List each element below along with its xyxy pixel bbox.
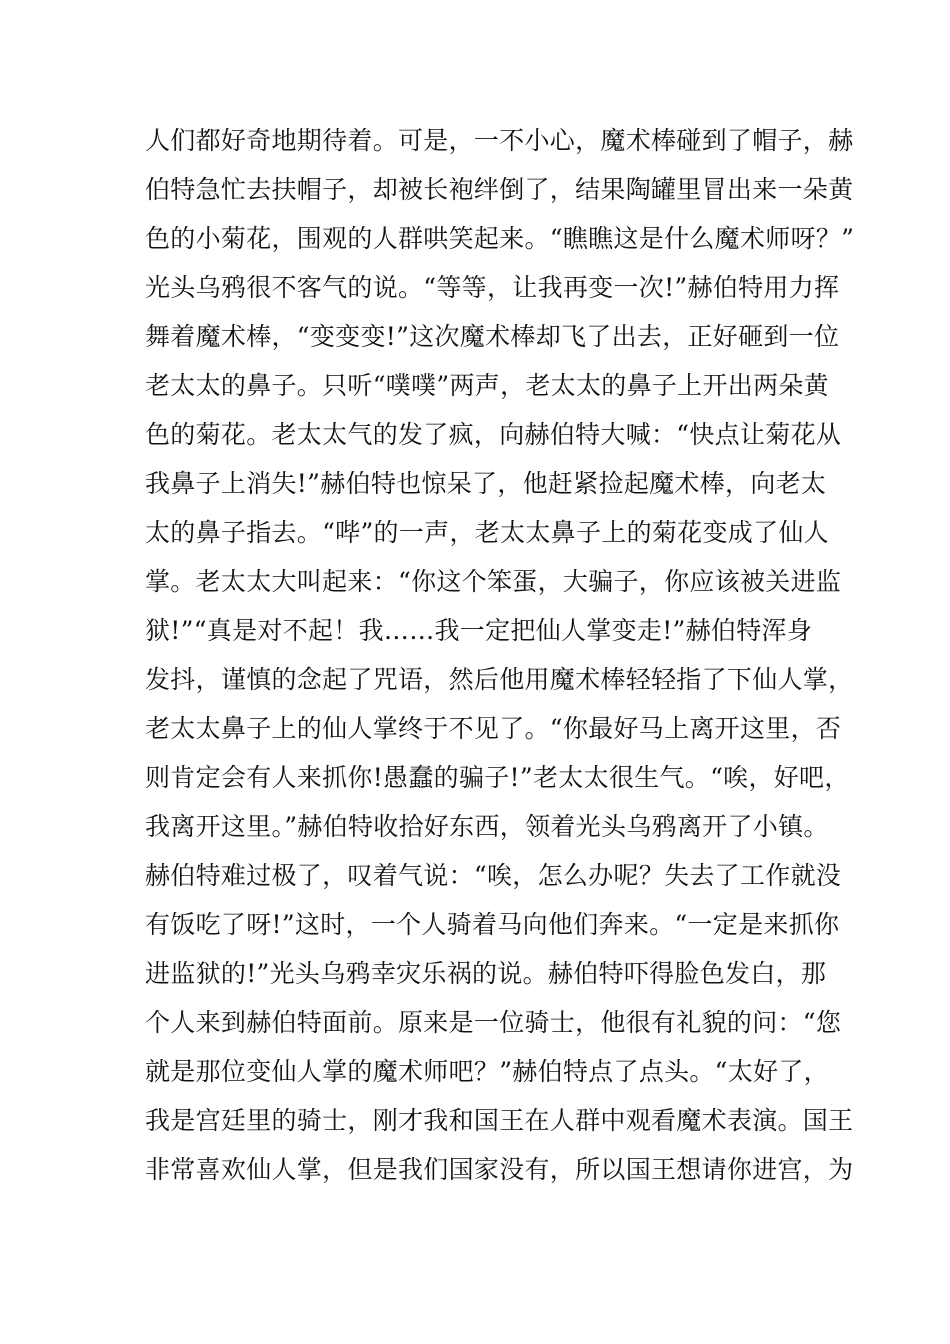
text-line: 有饭吃了呀!”这时，一个人骑着马向他们奔来。“一定是来抓你 <box>145 910 840 939</box>
text-line: 我是宫廷里的骑士，刚才我和国王在人群中观看魔术表演。国王 <box>145 1106 854 1135</box>
text-line: 就是那位变仙人掌的魔术师吧？”赫伯特点了点头。“太好了， <box>145 1057 829 1086</box>
text-line: 太的鼻子指去。“哔”的一声，老太太鼻子上的菊花变成了仙人 <box>145 518 829 547</box>
text-line: 人们都好奇地期待着。可是，一不小心，魔术棒碰到了帽子，赫 <box>145 126 854 155</box>
text-line: 赫伯特难过极了，叹着气说：“唉，怎么办呢？失去了工作就没 <box>145 861 842 890</box>
text-line: 非常喜欢仙人掌，但是我们国家没有，所以国王想请你进宫，为 <box>145 1155 854 1184</box>
story-text <box>145 116 855 1194</box>
text-line: 进监狱的!”光头乌鸦幸灾乐祸的说。赫伯特吓得脸色发白，那 <box>145 959 827 988</box>
text-line: 老太太鼻子上的仙人掌终于不见了。“你最好马上离开这里，否 <box>145 714 842 743</box>
text-line: 个人来到赫伯特面前。原来是一位骑士，他很有礼貌的问：“您 <box>145 1008 842 1037</box>
text-line: 我离开这里。”赫伯特收拾好东西，领着光头乌鸦离开了小镇。 <box>145 812 829 841</box>
text-line: 老太太的鼻子。只听“噗噗”两声，老太太的鼻子上开出两朵黄 <box>145 371 829 400</box>
text-line: 发抖，谨慎的念起了咒语，然后他用魔术棒轻轻指了下仙人掌， <box>145 665 854 694</box>
text-line: 则肯定会有人来抓你!愚蠢的骗子!”老太太很生气。“唉，好吧， <box>145 763 850 792</box>
text-line: 掌。老太太大叫起来：“你这个笨蛋，大骗子，你应该被关进监 <box>145 567 842 596</box>
text-line: 色的菊花。老太太气的发了疯，向赫伯特大喊：“快点让菊花从 <box>145 420 842 449</box>
text-line: 色的小菊花，围观的人群哄笑起来。“瞧瞧这是什么魔术师呀？” <box>145 224 855 253</box>
text-line: 我鼻子上消失!”赫伯特也惊呆了，他赶紧捡起魔术棒，向老太 <box>145 469 827 498</box>
text-line: 狱!”“真是对不起！我……我一定把仙人掌变走!”赫伯特浑身 <box>145 616 813 645</box>
text-line: 光头乌鸦很不客气的说。“等等，让我再变一次!”赫伯特用力挥 <box>145 273 840 302</box>
text-line: 舞着魔术棒，“变变变!”这次魔术棒却飞了出去，正好砸到一位 <box>145 322 840 351</box>
text-line: 伯特急忙去扶帽子，却被长袍绊倒了，结果陶罐里冒出来一朵黄 <box>145 175 854 204</box>
